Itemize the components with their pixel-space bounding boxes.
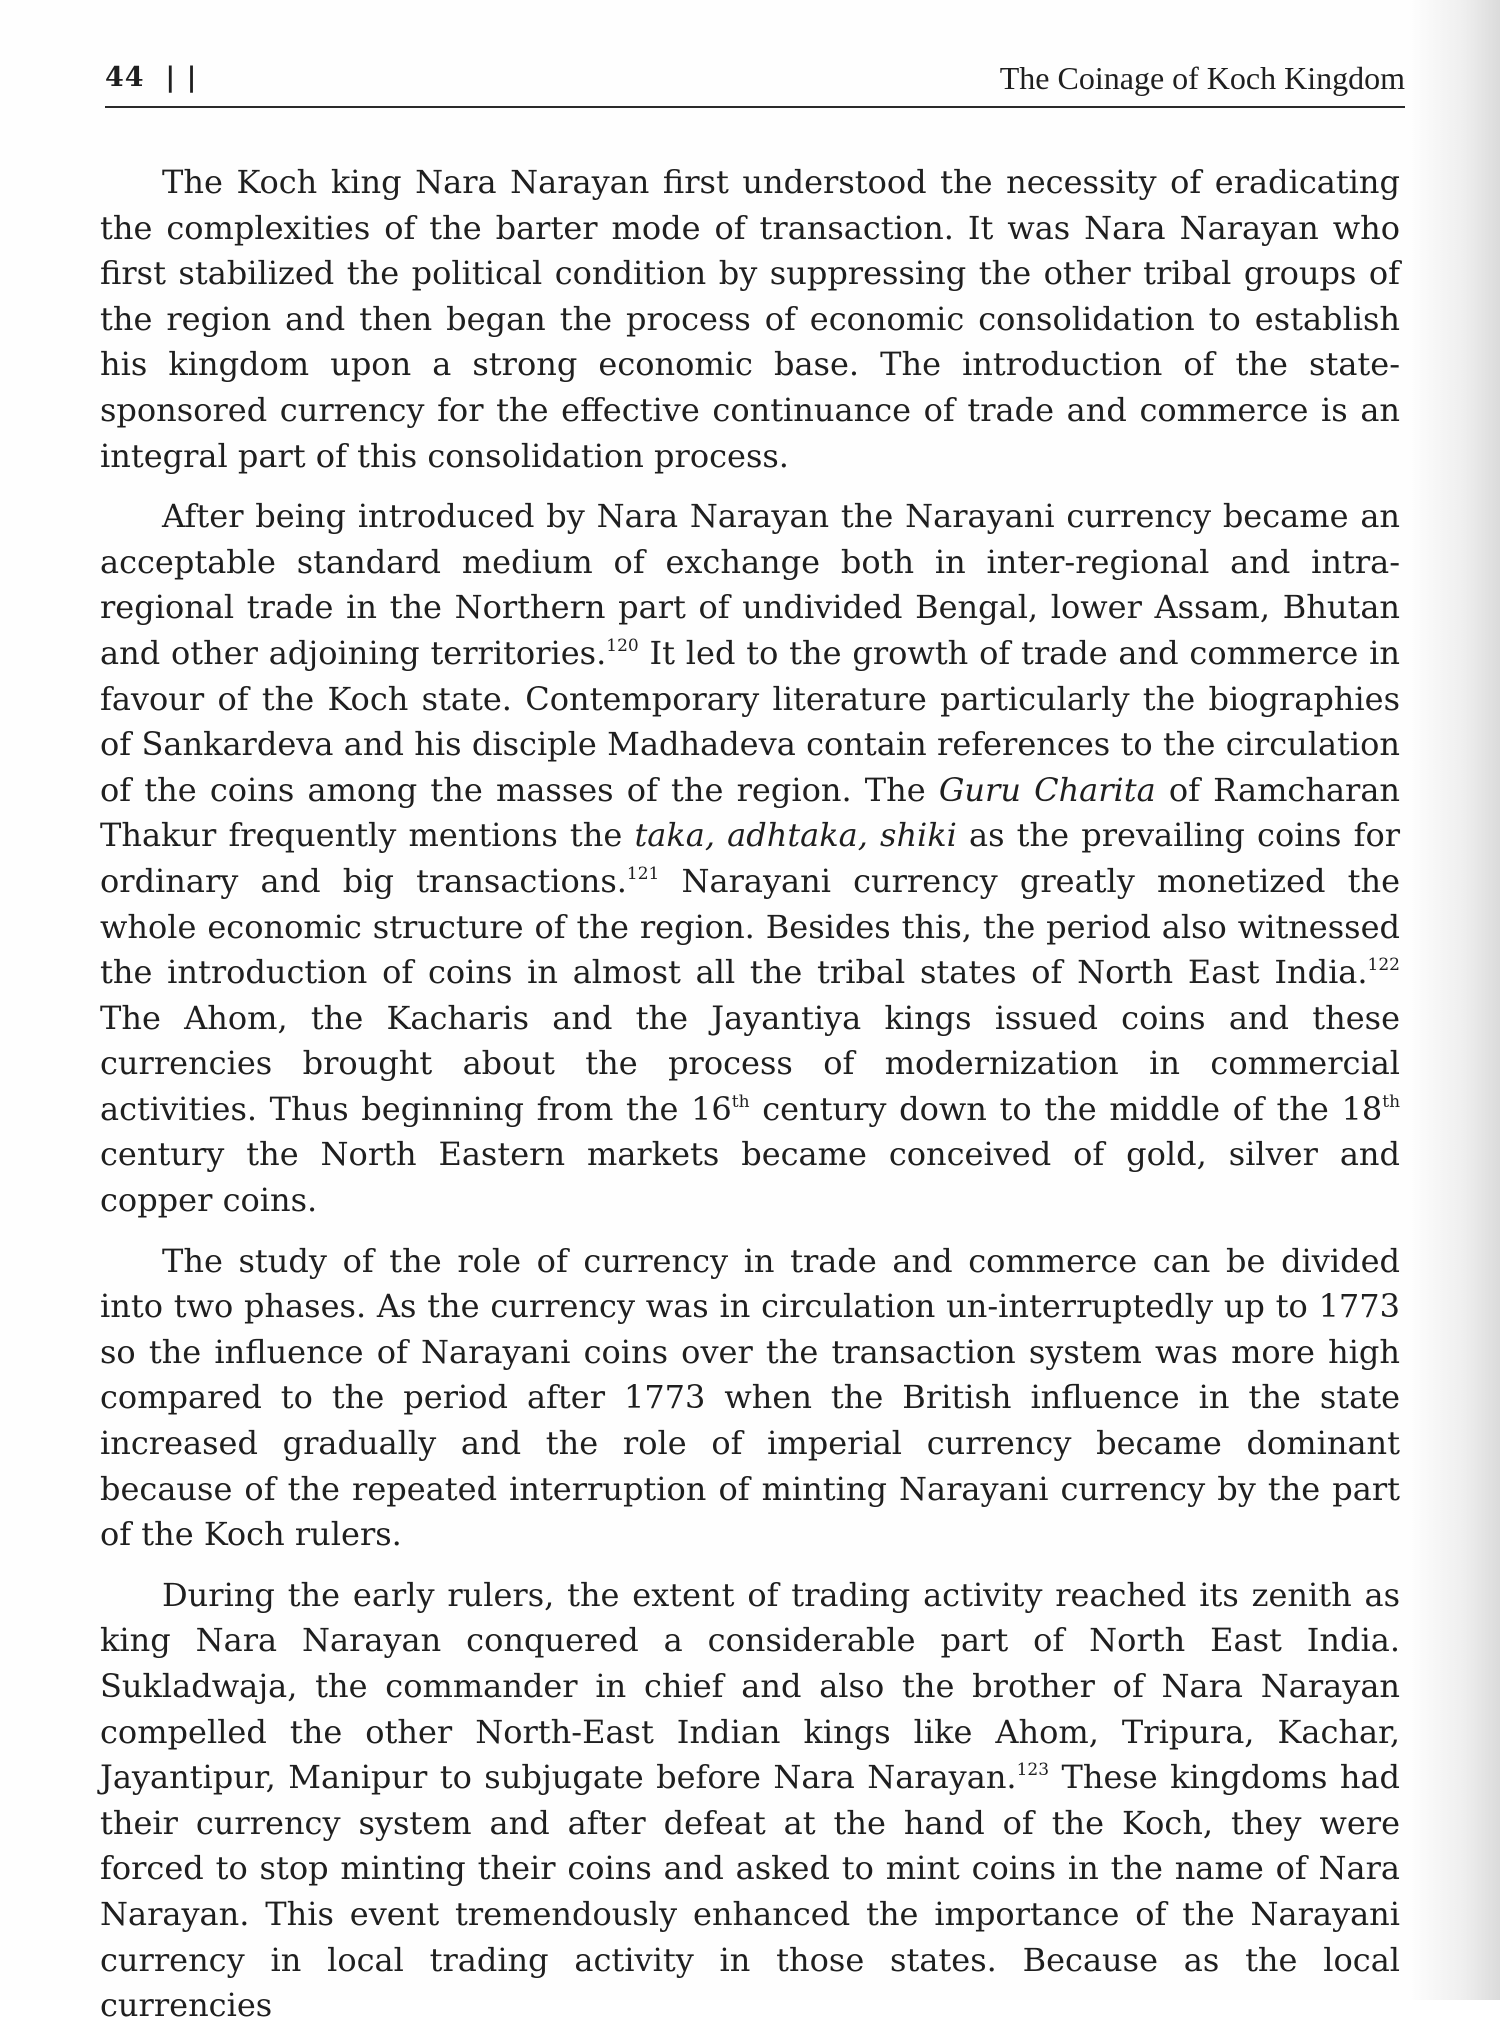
page-number — [105, 62, 197, 93]
footnote-ref-121: 121 — [626, 863, 660, 884]
paragraph-text: of Ramcharan Thakur frequently mentions the — [100, 770, 1401, 855]
paragraph-text: The Ahom, the Kacharis and the Jayantiya kings issued coins and these currencies brought about the process of modernization in commercial activities. Thus beginning from the 16 — [100, 998, 1400, 1128]
spine-shadow — [1410, 0, 1500, 2000]
coin-names: taka, adhtaka, shiki — [634, 816, 957, 855]
paragraph-text: After being introduced by Nara Narayan the Narayani currency became an acceptable standard medium of exchange both in inter-regional and intra-regional trade in the Northern part of undivided Bengal, lower Assam, Bhutan and other adjoining territories. — [100, 497, 1400, 672]
paragraph-text: century the North Eastern markets became conceived of gold, silver and copper coins. — [100, 1135, 1400, 1220]
paragraph-text: century down to the middle of the 18 — [749, 1089, 1383, 1128]
paragraph-text: The Koch king Nara Narayan first understood the necessity of eradicating the complexities of the barter mode of transaction. It was Nara Narayan who first stabilized the political condition by suppressing the other tribal groups of the region and then began the process of economic consolidation to establish his kingdom upon a strong economic base. The introduction of the state-sponsored currency for the effective continuance of trade and commerce is an integral part of this consolidation process. — [100, 163, 1400, 475]
ordinal-suffix: th — [731, 1091, 750, 1112]
footnote-ref-123: 123 — [1016, 1760, 1050, 1781]
paragraph-text: These kingdoms had their currency system and after defeat at the hand of the Koch, they were forced to stop minting their coins and asked to mint coins in the name of Nara Narayan. This event tremendously enhanced the importance of the Narayani currency in local trading activity in those states. Because as the local currencies — [100, 1758, 1401, 2025]
body-text — [100, 160, 1400, 2044]
ordinal-suffix: th — [1382, 1091, 1401, 1112]
page-number-value: 44 — [105, 62, 145, 93]
paragraph-text: During the early rulers, the extent of trading activity reached its zenith as king Nara Narayan conquered a considerable part of North East India. Sukladwaja, the commander in chief and also the brother of Nara Narayan compelled the other North-East Indian kings like Ahom, Tripura, Kachar, Jayantipur, Manipur to subjugate before Nara Narayan. — [100, 1575, 1400, 1797]
paragraph-4 — [100, 1573, 1400, 2029]
paragraph-text: Narayani currency greatly monetized the whole economic structure of the region. Besides this, the period also witnessed the introduction of coins in almost all the tribal states of North East India. — [100, 861, 1401, 992]
footnote-ref-122: 122 — [1367, 955, 1400, 976]
footnote-ref-120: 120 — [606, 635, 639, 656]
paragraph-1 — [100, 160, 1400, 479]
paragraph-2 — [100, 494, 1400, 1224]
paragraph-text: It led to the growth of trade and commerce in favour of the Koch state. Contemporary literature particularly the biographies of Sankardeva and his disciple Madhadeva contain references to the circulation of the coins among the masses of the region. The — [100, 633, 1401, 809]
running-header — [105, 56, 1405, 108]
paragraph-3 — [100, 1239, 1400, 1558]
header-separator: | | — [165, 62, 198, 93]
paragraph-text: as the prevailing coins for ordinary and big transactions. — [100, 816, 1401, 900]
paragraph-text: The study of the role of currency in trade and commerce can be divided into two phases. As the currency was in circulation un-interruptedly up to 1773 so the influence of Narayani coins over the transaction system was more high compared to the period after 1773 when the British influence in the state increased gradually and the role of imperial currency became dominant because of the repeated interruption of minting Narayani currency by the part of the Koch rulers. — [100, 1241, 1400, 1554]
book-title-guru-charita: Guru Charita — [938, 770, 1156, 809]
running-title: The Coinage of Koch Kingdom — [999, 60, 1405, 96]
